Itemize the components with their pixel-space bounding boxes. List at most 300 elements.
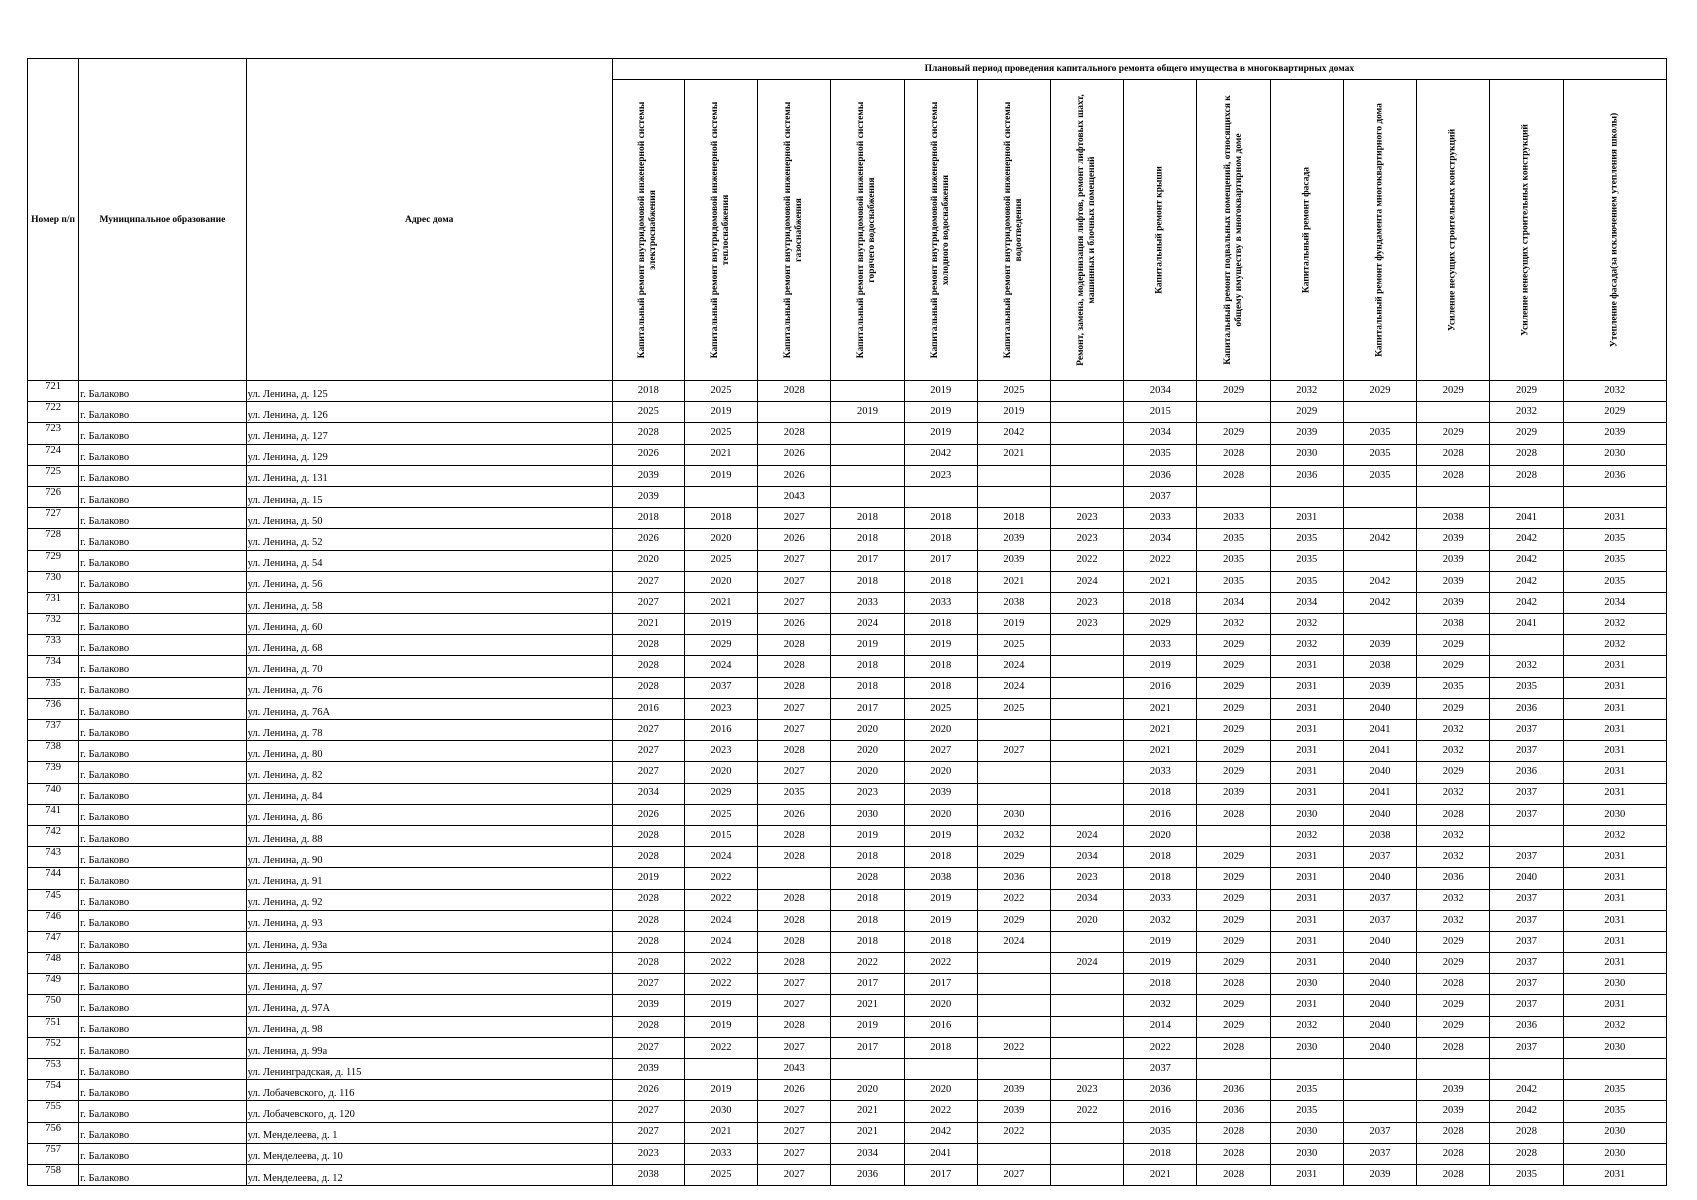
row-municipality: г. Балаково <box>79 1122 247 1143</box>
row-year-cell: 2042 <box>1490 1101 1563 1122</box>
row-address: ул. Ленина, д. 60 <box>246 614 612 635</box>
row-year-cell: 2042 <box>1343 592 1416 613</box>
row-year-cell: 2039 <box>1417 529 1490 550</box>
row-year-cell: 2018 <box>904 847 977 868</box>
row-year-cell: 2029 <box>1197 720 1270 741</box>
row-year-cell: 2028 <box>612 931 684 952</box>
row-year-cell: 2026 <box>758 804 831 825</box>
row-year-cell: 2030 <box>1270 444 1343 465</box>
row-year-cell: 2029 <box>684 783 757 804</box>
row-year-cell: 2033 <box>1124 762 1197 783</box>
row-year-cell: 2035 <box>1270 550 1343 571</box>
row-year-cell: 2018 <box>904 571 977 592</box>
row-year-cell: 2029 <box>1417 953 1490 974</box>
row-number: 747 <box>28 931 79 952</box>
row-year-cell: 2042 <box>1490 550 1563 571</box>
row-year-cell: 2024 <box>1051 953 1124 974</box>
row-year-cell: 2028 <box>831 868 904 889</box>
row-year-cell: 2022 <box>684 889 757 910</box>
row-year-cell: 2027 <box>758 698 831 719</box>
row-year-cell: 2028 <box>612 953 684 974</box>
row-year-cell <box>831 444 904 465</box>
row-number: 742 <box>28 825 79 846</box>
row-year-cell: 2029 <box>1197 847 1270 868</box>
row-year-cell: 2032 <box>1417 720 1490 741</box>
row-year-cell: 2023 <box>831 783 904 804</box>
row-year-cell: 2027 <box>758 1122 831 1143</box>
row-number: 734 <box>28 656 79 677</box>
row-year-cell: 2018 <box>904 656 977 677</box>
table-row <box>28 1122 1667 1143</box>
row-year-cell: 2033 <box>1197 508 1270 529</box>
row-year-cell <box>1051 804 1124 825</box>
row-year-cell: 2033 <box>904 592 977 613</box>
row-year-cell: 2018 <box>831 847 904 868</box>
row-year-cell: 2023 <box>684 698 757 719</box>
row-year-cell: 2024 <box>831 614 904 635</box>
row-year-cell: 2026 <box>612 804 684 825</box>
row-year-cell <box>977 783 1050 804</box>
row-year-cell: 2035 <box>758 783 831 804</box>
row-year-cell: 2022 <box>684 1037 757 1058</box>
row-year-cell: 2039 <box>1417 592 1490 613</box>
row-year-cell <box>977 720 1050 741</box>
row-year-cell <box>977 1016 1050 1037</box>
row-year-cell: 2029 <box>1197 995 1270 1016</box>
row-year-cell: 2026 <box>612 1080 684 1101</box>
table-row <box>28 486 1667 507</box>
row-year-cell: 2019 <box>904 635 977 656</box>
row-address: ул. Ленина, д. 15 <box>246 486 612 507</box>
row-number: 753 <box>28 1059 79 1080</box>
row-number: 731 <box>28 592 79 613</box>
row-year-cell <box>1270 486 1343 507</box>
row-year-cell: 2035 <box>1490 677 1563 698</box>
row-year-cell <box>977 995 1050 1016</box>
row-address: ул. Ленина, д. 54 <box>246 550 612 571</box>
row-year-cell: 2032 <box>1563 635 1666 656</box>
row-address: ул. Ленина, д. 68 <box>246 635 612 656</box>
table-row <box>28 847 1667 868</box>
row-year-cell <box>1417 402 1490 423</box>
row-year-cell: 2037 <box>1490 783 1563 804</box>
row-year-cell: 2028 <box>758 1016 831 1037</box>
row-year-cell: 2028 <box>1417 1164 1490 1185</box>
row-year-cell: 2030 <box>1563 1037 1666 1058</box>
row-year-cell: 2028 <box>612 910 684 931</box>
row-year-cell: 2029 <box>1343 381 1416 402</box>
table-row <box>28 825 1667 846</box>
row-year-cell: 2037 <box>1490 889 1563 910</box>
table-row <box>28 1016 1667 1037</box>
row-municipality: г. Балаково <box>79 931 247 952</box>
row-year-cell <box>1051 423 1124 444</box>
table-row <box>28 889 1667 910</box>
row-year-cell: 2035 <box>1197 550 1270 571</box>
row-year-cell: 2040 <box>1343 1037 1416 1058</box>
row-address: ул. Ленина, д. 70 <box>246 656 612 677</box>
row-year-cell: 2017 <box>831 974 904 995</box>
row-number: 729 <box>28 550 79 571</box>
row-year-cell: 2023 <box>612 1143 684 1164</box>
row-year-cell: 2037 <box>1490 847 1563 868</box>
row-year-cell: 2028 <box>612 889 684 910</box>
table-row <box>28 995 1667 1016</box>
row-year-cell: 2022 <box>1124 550 1197 571</box>
table-row <box>28 1101 1667 1122</box>
row-year-cell: 2027 <box>758 1164 831 1185</box>
row-year-cell: 2031 <box>1270 762 1343 783</box>
row-address: ул. Ленина, д. 127 <box>246 423 612 444</box>
row-municipality: г. Балаково <box>79 381 247 402</box>
table-row <box>28 381 1667 402</box>
row-year-cell: 2038 <box>612 1164 684 1185</box>
row-address: ул. Ленина, д. 82 <box>246 762 612 783</box>
row-year-cell: 2037 <box>1490 804 1563 825</box>
row-year-cell: 2018 <box>831 910 904 931</box>
row-number: 750 <box>28 995 79 1016</box>
row-year-cell: 2031 <box>1563 656 1666 677</box>
row-year-cell: 2042 <box>1343 529 1416 550</box>
row-year-cell: 2019 <box>684 465 757 486</box>
row-number: 754 <box>28 1080 79 1101</box>
row-year-cell: 2021 <box>977 571 1050 592</box>
row-year-cell: 2027 <box>612 1122 684 1143</box>
row-year-cell <box>1417 1059 1490 1080</box>
row-address: ул. Ленина, д. 76 <box>246 677 612 698</box>
row-year-cell <box>904 1059 977 1080</box>
row-year-cell <box>1270 1059 1343 1080</box>
row-number: 752 <box>28 1037 79 1058</box>
row-year-cell: 2034 <box>831 1143 904 1164</box>
row-year-cell <box>1197 486 1270 507</box>
header-work-type-label: Капитальный ремонт внутридомовой инженерной системы холодного водоснабжения <box>929 101 951 359</box>
row-year-cell: 2038 <box>977 592 1050 613</box>
row-year-cell: 2028 <box>1490 1122 1563 1143</box>
row-year-cell: 2031 <box>1270 656 1343 677</box>
table-row <box>28 1059 1667 1080</box>
row-year-cell: 2040 <box>1343 804 1416 825</box>
row-year-cell: 2018 <box>831 656 904 677</box>
row-year-cell: 2030 <box>1270 1122 1343 1143</box>
row-year-cell: 2025 <box>684 1164 757 1185</box>
row-year-cell: 2022 <box>1051 550 1124 571</box>
row-year-cell: 2031 <box>1563 677 1666 698</box>
row-year-cell: 2027 <box>758 550 831 571</box>
row-number: 725 <box>28 465 79 486</box>
row-year-cell: 2031 <box>1270 868 1343 889</box>
row-number: 733 <box>28 635 79 656</box>
table-row <box>28 656 1667 677</box>
row-year-cell: 2021 <box>1124 571 1197 592</box>
row-year-cell: 2033 <box>684 1143 757 1164</box>
table-row <box>28 762 1667 783</box>
row-year-cell: 2028 <box>758 741 831 762</box>
row-year-cell: 2036 <box>977 868 1050 889</box>
row-year-cell: 2030 <box>1270 804 1343 825</box>
row-year-cell: 2027 <box>758 592 831 613</box>
row-number: 721 <box>28 381 79 402</box>
row-year-cell: 2034 <box>1124 381 1197 402</box>
row-year-cell: 2038 <box>1417 614 1490 635</box>
row-year-cell <box>831 381 904 402</box>
row-year-cell: 2028 <box>1490 1143 1563 1164</box>
row-municipality: г. Балаково <box>79 402 247 423</box>
row-year-cell: 2029 <box>977 847 1050 868</box>
row-year-cell <box>1051 995 1124 1016</box>
row-year-cell <box>1563 486 1666 507</box>
row-year-cell <box>1197 1059 1270 1080</box>
row-year-cell: 2040 <box>1343 931 1416 952</box>
row-year-cell: 2020 <box>904 720 977 741</box>
table-row <box>28 571 1667 592</box>
row-year-cell: 2031 <box>1270 847 1343 868</box>
header-work-type-label: Утепление фасада(за исключением утепления школы) <box>1609 112 1620 348</box>
row-number: 735 <box>28 677 79 698</box>
row-year-cell: 2043 <box>758 486 831 507</box>
header-work-type <box>977 80 1050 381</box>
row-year-cell: 2018 <box>904 508 977 529</box>
row-year-cell: 2030 <box>1563 974 1666 995</box>
row-year-cell: 2022 <box>684 868 757 889</box>
row-year-cell: 2019 <box>977 402 1050 423</box>
row-year-cell: 2027 <box>612 1101 684 1122</box>
row-year-cell: 2020 <box>904 1080 977 1101</box>
row-year-cell: 2037 <box>1343 889 1416 910</box>
row-year-cell: 2039 <box>977 1080 1050 1101</box>
row-year-cell <box>1051 1164 1124 1185</box>
row-year-cell <box>1051 698 1124 719</box>
row-year-cell: 2020 <box>904 762 977 783</box>
row-year-cell <box>831 1059 904 1080</box>
row-year-cell: 2021 <box>977 444 1050 465</box>
row-address: ул. Ленинградская, д. 115 <box>246 1059 612 1080</box>
row-address: ул. Ленина, д. 131 <box>246 465 612 486</box>
row-year-cell: 2035 <box>1343 465 1416 486</box>
row-year-cell: 2028 <box>1197 465 1270 486</box>
table-row <box>28 698 1667 719</box>
row-year-cell: 2019 <box>684 402 757 423</box>
table-row <box>28 910 1667 931</box>
row-year-cell: 2018 <box>831 889 904 910</box>
row-year-cell: 2041 <box>904 1143 977 1164</box>
row-year-cell: 2027 <box>758 995 831 1016</box>
row-year-cell: 2031 <box>1270 931 1343 952</box>
row-municipality: г. Балаково <box>79 1037 247 1058</box>
row-address: ул. Ленина, д. 125 <box>246 381 612 402</box>
row-year-cell <box>831 486 904 507</box>
table-row <box>28 635 1667 656</box>
header-work-type-label: Капитальный ремонт фасада <box>1301 166 1312 294</box>
row-year-cell: 2031 <box>1270 953 1343 974</box>
row-year-cell: 2020 <box>831 720 904 741</box>
header-work-type <box>1417 80 1490 381</box>
row-year-cell: 2039 <box>1343 1164 1416 1185</box>
row-number: 730 <box>28 571 79 592</box>
row-year-cell: 2040 <box>1343 1016 1416 1037</box>
row-municipality: г. Балаково <box>79 953 247 974</box>
row-year-cell: 2017 <box>904 550 977 571</box>
row-year-cell <box>1051 677 1124 698</box>
row-year-cell <box>1343 486 1416 507</box>
row-year-cell: 2016 <box>1124 1101 1197 1122</box>
row-year-cell: 2025 <box>904 698 977 719</box>
row-address: ул. Ленина, д. 86 <box>246 804 612 825</box>
row-year-cell: 2035 <box>1197 571 1270 592</box>
row-year-cell <box>1051 720 1124 741</box>
row-year-cell: 2037 <box>1490 931 1563 952</box>
row-year-cell: 2029 <box>1417 423 1490 444</box>
row-year-cell: 2029 <box>1197 741 1270 762</box>
row-year-cell: 2020 <box>612 550 684 571</box>
row-year-cell <box>977 486 1050 507</box>
row-number: 748 <box>28 953 79 974</box>
row-address: ул. Ленина, д. 126 <box>246 402 612 423</box>
row-year-cell: 2034 <box>1270 592 1343 613</box>
row-number: 745 <box>28 889 79 910</box>
row-year-cell: 2026 <box>758 614 831 635</box>
row-year-cell: 2023 <box>684 741 757 762</box>
row-year-cell: 2018 <box>904 931 977 952</box>
row-year-cell: 2035 <box>1563 529 1666 550</box>
row-year-cell: 2031 <box>1270 677 1343 698</box>
header-work-type-label: Ремонт, замена, модернизация лифтов, ремонт лифтовых шахт, машинных и блочных помещений <box>1076 94 1098 366</box>
row-year-cell: 2028 <box>758 910 831 931</box>
row-year-cell <box>1343 614 1416 635</box>
row-year-cell: 2039 <box>1417 550 1490 571</box>
row-year-cell: 2021 <box>1124 1164 1197 1185</box>
table-row <box>28 550 1667 571</box>
row-year-cell: 2017 <box>831 698 904 719</box>
row-year-cell: 2018 <box>904 1037 977 1058</box>
row-year-cell: 2029 <box>1417 1016 1490 1037</box>
header-work-type <box>758 80 831 381</box>
row-year-cell: 2031 <box>1270 783 1343 804</box>
row-address: ул. Ленина, д. 80 <box>246 741 612 762</box>
row-year-cell: 2027 <box>977 1164 1050 1185</box>
row-year-cell: 2034 <box>1124 529 1197 550</box>
row-year-cell: 2042 <box>1490 571 1563 592</box>
row-year-cell <box>831 423 904 444</box>
row-year-cell: 2018 <box>831 677 904 698</box>
row-year-cell: 2028 <box>758 825 831 846</box>
row-year-cell: 2031 <box>1563 931 1666 952</box>
row-year-cell <box>1343 1101 1416 1122</box>
row-year-cell: 2020 <box>1124 825 1197 846</box>
row-address: ул. Ленина, д. 78 <box>246 720 612 741</box>
row-year-cell: 2029 <box>1417 995 1490 1016</box>
row-year-cell: 2019 <box>831 825 904 846</box>
row-municipality: г. Балаково <box>79 614 247 635</box>
row-year-cell <box>1051 931 1124 952</box>
row-address: ул. Ленина, д. 97А <box>246 995 612 1016</box>
row-year-cell: 2029 <box>1197 931 1270 952</box>
row-number: 739 <box>28 762 79 783</box>
row-year-cell: 2024 <box>1051 825 1124 846</box>
row-year-cell <box>1197 402 1270 423</box>
row-year-cell: 2041 <box>1343 783 1416 804</box>
row-year-cell: 2029 <box>1490 381 1563 402</box>
row-year-cell: 2021 <box>612 614 684 635</box>
row-municipality: г. Балаково <box>79 698 247 719</box>
row-year-cell: 2022 <box>1124 1037 1197 1058</box>
row-year-cell: 2018 <box>831 931 904 952</box>
row-year-cell: 2021 <box>1124 698 1197 719</box>
row-year-cell: 2031 <box>1563 741 1666 762</box>
row-municipality: г. Балаково <box>79 656 247 677</box>
row-year-cell <box>1343 1080 1416 1101</box>
table-row <box>28 1143 1667 1164</box>
header-work-type <box>684 80 757 381</box>
table-row <box>28 804 1667 825</box>
header-group-title: Плановый период проведения капитального ремонта общего имущества в многоквартирных домах <box>612 59 1666 80</box>
row-number: 736 <box>28 698 79 719</box>
row-year-cell: 2029 <box>684 635 757 656</box>
row-year-cell <box>1490 635 1563 656</box>
row-year-cell: 2042 <box>1343 571 1416 592</box>
row-year-cell: 2023 <box>1051 1080 1124 1101</box>
row-year-cell: 2022 <box>977 1037 1050 1058</box>
row-year-cell: 2029 <box>1197 698 1270 719</box>
row-municipality: г. Балаково <box>79 1080 247 1101</box>
header-municipality: Муниципальное образование <box>79 59 247 381</box>
row-year-cell: 2027 <box>904 741 977 762</box>
row-year-cell: 2016 <box>612 698 684 719</box>
row-year-cell: 2033 <box>1124 889 1197 910</box>
row-year-cell: 2037 <box>684 677 757 698</box>
row-year-cell: 2036 <box>1124 1080 1197 1101</box>
row-year-cell: 2040 <box>1343 995 1416 1016</box>
row-year-cell: 2027 <box>758 974 831 995</box>
row-address: ул. Ленина, д. 56 <box>246 571 612 592</box>
row-year-cell: 2032 <box>977 825 1050 846</box>
row-address: ул. Ленина, д. 129 <box>246 444 612 465</box>
table-header <box>28 59 1667 381</box>
row-municipality: г. Балаково <box>79 1164 247 1185</box>
row-year-cell: 2031 <box>1563 953 1666 974</box>
row-year-cell: 2025 <box>684 423 757 444</box>
row-year-cell: 2042 <box>1490 529 1563 550</box>
header-work-type-label: Усиление ненесущих строительных конструкций <box>1520 124 1531 336</box>
row-year-cell: 2018 <box>1124 783 1197 804</box>
row-year-cell: 2042 <box>977 423 1050 444</box>
row-year-cell: 2037 <box>1343 1122 1416 1143</box>
row-year-cell <box>1051 974 1124 995</box>
row-address: ул. Ленина, д. 76А <box>246 698 612 719</box>
row-year-cell: 2022 <box>831 953 904 974</box>
header-work-type <box>1051 80 1124 381</box>
row-year-cell: 2030 <box>1563 444 1666 465</box>
row-year-cell: 2018 <box>1124 847 1197 868</box>
row-year-cell: 2018 <box>831 529 904 550</box>
row-year-cell: 2028 <box>1417 1037 1490 1058</box>
row-number: 751 <box>28 1016 79 1037</box>
row-year-cell: 2035 <box>1563 550 1666 571</box>
row-year-cell: 2041 <box>1490 614 1563 635</box>
row-year-cell: 2031 <box>1270 508 1343 529</box>
row-year-cell: 2016 <box>904 1016 977 1037</box>
row-year-cell: 2022 <box>904 953 977 974</box>
row-year-cell: 2030 <box>1563 1143 1666 1164</box>
row-year-cell: 2031 <box>1270 741 1343 762</box>
row-year-cell <box>1051 635 1124 656</box>
row-number: 723 <box>28 423 79 444</box>
row-year-cell: 2025 <box>684 381 757 402</box>
row-year-cell: 2032 <box>1270 381 1343 402</box>
row-year-cell: 2020 <box>831 1080 904 1101</box>
row-year-cell: 2029 <box>1197 423 1270 444</box>
row-number: 738 <box>28 741 79 762</box>
